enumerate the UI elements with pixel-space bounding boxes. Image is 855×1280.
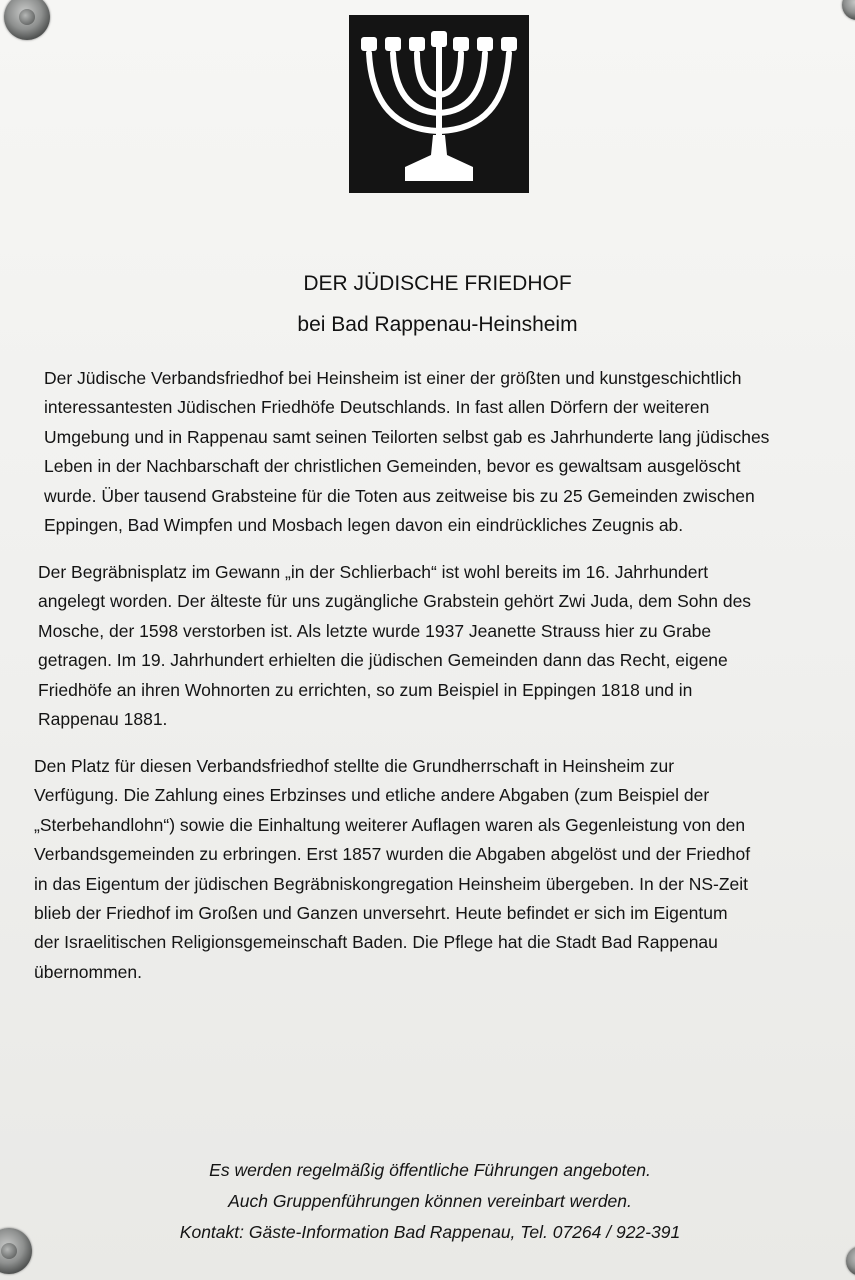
paragraph-ownership (34, 752, 854, 987)
paragraph-history-overview (44, 364, 855, 540)
text-line: Friedhöfe an ihren Wohnorten zu errichten, so zum Beispiel in Eppingen 1818 und in (38, 679, 693, 700)
text-line: Der Begräbnisplatz im Gewann „in der Schlierbach“ ist wohl bereits im 16. Jahrhundert (38, 562, 709, 582)
screw-icon (842, 0, 855, 20)
footer-line-groups: Auch Gruppenführungen können vereinbart werden. (228, 1191, 632, 1211)
text-line: Der Jüdische Verbandsfriedhof bei Heinsheim ist einer der größten und kunstgeschichtlich (44, 368, 742, 388)
text-line: Rappenau 1881. (38, 709, 168, 730)
text-line: interessantesten Jüdischen Friedhöfe Deutschlands. In fast allen Dörfern der weiteren (44, 397, 710, 418)
contact-footer (0, 1155, 855, 1248)
screw-icon (846, 1246, 855, 1276)
footer-line-contact: Kontakt: Gäste-Information Bad Rappenau, Tel. 07264 / 922-391 (179, 1222, 681, 1242)
menorah-emblem (349, 15, 529, 193)
text-line: angelegt worden. Der älteste für uns zugängliche Grabstein gehört Zwi Juda, dem Sohn des (38, 591, 752, 612)
menorah-icon (349, 15, 529, 193)
text-line: getragen. Im 19. Jahrhundert erhielten die jüdischen Gemeinden dann das Recht, eigene (38, 650, 728, 671)
sign-subtitle: bei Bad Rappenau-Heinsheim (297, 313, 578, 336)
text-line: Leben in der Nachbarschaft der christlichen Gemeinden, bevor es gewaltsam ausgelöscht (44, 456, 741, 477)
footer-line-tours: Es werden regelmäßig öffentliche Führungen angeboten. (209, 1160, 651, 1180)
text-line: Eppingen, Bad Wimpfen und Mosbach legen davon ein eindrückliches Zeugnis ab. (44, 515, 684, 536)
text-line: wurde. Über tausend Grabsteine für die Toten aus zeitweise bis zu 25 Gemeinden zwischen (44, 485, 755, 506)
text-line: Mosche, der 1598 verstorben ist. Als letzte wurde 1937 Jeanette Strauss hier zu Grabe (38, 620, 712, 641)
text-line: Den Platz für diesen Verbandsfriedhof stellte die Grundherrschaft in Heinsheim zur (34, 756, 675, 776)
text-line: Verbandsgemeinden zu erbringen. Erst 1857 wurden die Abgaben abgelöst und der Friedhof (34, 844, 751, 865)
text-line: „Sterbehandlohn“) sowie die Einhaltung weiterer Auflagen waren als Gegenleistung von den (34, 814, 746, 835)
text-line: der Israelitischen Religionsgemeinschaft Baden. Die Pflege hat die Stadt Bad Rappenau (34, 932, 718, 953)
text-line: Umgebung und in Rappenau samt seinen Teilorten selbst gab es Jahrhunderte lang jüdisches (44, 426, 770, 447)
paragraph-burial-ground (38, 558, 855, 734)
text-line: blieb der Friedhof im Großen und Ganzen unversehrt. Heute befindet er sich im Eigentum (34, 903, 728, 924)
text-line: übernommen. (34, 961, 142, 982)
text-line: Verfügung. Die Zahlung eines Erbzinses und etliche andere Abgaben (zum Beispiel der (34, 785, 710, 806)
text-line: in das Eigentum der jüdischen Begräbniskongregation Heinsheim übergeben. In der NS-Zeit (34, 873, 749, 894)
sign-title: DER JÜDISCHE FRIEDHOF (303, 272, 572, 295)
screw-icon (4, 0, 50, 40)
